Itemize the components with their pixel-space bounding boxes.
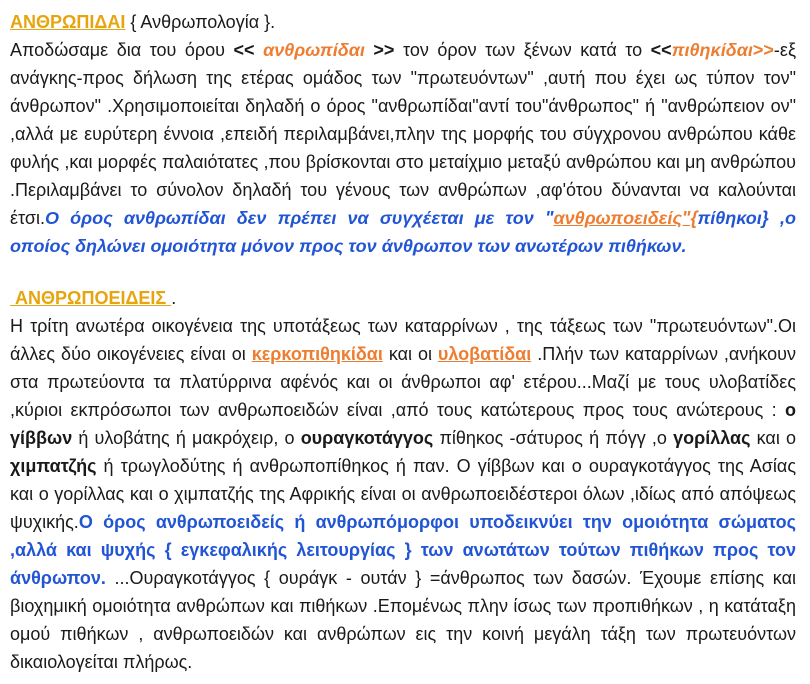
guillemet-open: << xyxy=(233,40,264,60)
term-anthropidai: ανθρωπίδαι xyxy=(263,40,365,60)
entry-body-anthropoeideis xyxy=(10,312,802,676)
term-gorilla: γορίλλας xyxy=(673,428,751,448)
text-run: και οι xyxy=(382,344,438,364)
link-anthropoeideis[interactable]: ανθρωποειδείς"{ xyxy=(553,208,698,228)
text-run: πίθηκος -σάτυρος ή πόγγ ,ο xyxy=(433,428,674,448)
text-run: Αποδώσαμε δια του όρου xyxy=(10,40,234,60)
text-run: ή υλοβάτης ή μακρόχειρ, ο xyxy=(72,428,301,448)
heading-anthropidai-field: { Ανθρωπολογία }. xyxy=(125,12,276,32)
text-run: ...Ουραγκοτάγγος { ουράγκ - ουτάν } =άνθρωπος των δασών. Έχουμε επίσης και βιοχημική ομοιότητα ανθρώπων και πιθήκων .Επομένως πλην ίσως των προπιθήκων , η κατάταξη ομού πιθήκων , ανθρωποειδών και ανθρώπων εις την κοινή μεγάλη τάξη των πρωτευόντων δικαιολογείται πλήρως. xyxy=(10,568,802,672)
entry-heading-anthropidai xyxy=(10,8,796,36)
entry-body-anthropidai xyxy=(10,36,802,260)
guillemet-close: >> xyxy=(752,40,774,60)
term-chimpanzee: χιμπατζής xyxy=(10,456,97,476)
note-blue-bold: Ο όρος ανθρωποειδείς ή ανθρωπόμορφοι υποδεικνύει την ομοιότητα σώματος ,αλλά και ψυχής { εγκεφαλικής λειτουργίας } των ανωτάτων τούτων πιθήκων προς τον άνθρωπον. xyxy=(10,512,802,588)
term-pithikidai: πιθηκίδαι xyxy=(671,40,753,60)
paragraph-gap xyxy=(10,260,796,284)
text-run: ή τρωγλοδύτης ή ανθρωποπίθηκος ή παν. Ο γίββων και ο ουραγκοτάγγος της Ασίας και ο γορίλλας και ο χιμπατζής της Αφρικής είναι οι ανθρωποειδέστεροι όλων ,ιδίως από απόψεως ψυχικής. xyxy=(10,456,802,532)
text-run: -εξ ανάγκης-προς δήλωση της ετέρας ομάδος των "πρωτευόντων" ,αυτή που έχει ως τύπον τον" άνθρωπον" .Χρησιμοποιείται δηλαδή ο όρος "ανθρωπίδαι"αντί του"άνθρωπος" ή "ανθρώπειον ον" ,αλλά με ευρύτερη έννοια ,επειδή περιλαμβάνει,πλην της μορφής του σύγχρονου ανθρώπου κάθε φυλής ,και μορφές παλαιότατες ,που βρίσκονται στο μεταίχμιο μεταξύ ανθρώπου και μη ανθρώπου .Περιλαμβάνει το σύνολον δηλαδή του γένους των ανθρώπων ,αφ'ότου δύνανται να καλούνται έτσι. xyxy=(10,40,802,228)
heading-anthropoeideis-term: ΑΝΘΡΩΠΟΕΙΔΕΙΣ xyxy=(10,288,172,308)
guillemet-close: >> xyxy=(364,40,395,60)
link-ylovatidai[interactable]: υλοβατίδαι xyxy=(437,344,532,364)
heading-anthropidai-term: ΑΝΘΡΩΠΙΔΑΙ xyxy=(10,12,126,32)
text-run: .Πλήν των καταρρίνων ,ανήκουν στα πρωτεύοντα τα πλατύρρινα αφένός και οι άνθρωποι αφ' ετέρου...Μαζί με τους υλοβατίδες ,κύριοι εκπρόσωποι των ανθρωποειδών είναι ,από τους κατώτερους προς τους ανώτερους : xyxy=(10,344,802,420)
term-orangutan: ουραγκοτάγγος xyxy=(300,428,434,448)
term-gibbon: ο γίββων xyxy=(10,400,802,448)
text-run: τον όρον των ξένων κατά το xyxy=(394,40,651,60)
link-kerkopithikidai[interactable]: κερκοπιθηκίδαι xyxy=(251,344,383,364)
heading-anthropoeideis-period: . xyxy=(171,288,177,308)
document-body xyxy=(10,8,802,676)
guillemet-open: << xyxy=(650,40,672,60)
note-blue-italic: Ο όρος ανθρωπίδαι δεν πρέπει να συγχέεται με τον " xyxy=(45,208,554,228)
note-blue-italic: πίθηκοι} ,ο οποίος δηλώνει ομοιότητα μόνον προς τον άνθρωπον των ανωτέρων πιθήκων. xyxy=(10,208,801,256)
text-run: και ο xyxy=(750,428,801,448)
entry-heading-anthropoeideis xyxy=(10,284,796,312)
text-run: Η τρίτη ανωτέρα οικογένεια της υποτάξεως των καταρρίνων , της τάξεως των "πρωτευόντων".Οι άλλες δύο οικογένειες είναι οι xyxy=(10,316,802,364)
